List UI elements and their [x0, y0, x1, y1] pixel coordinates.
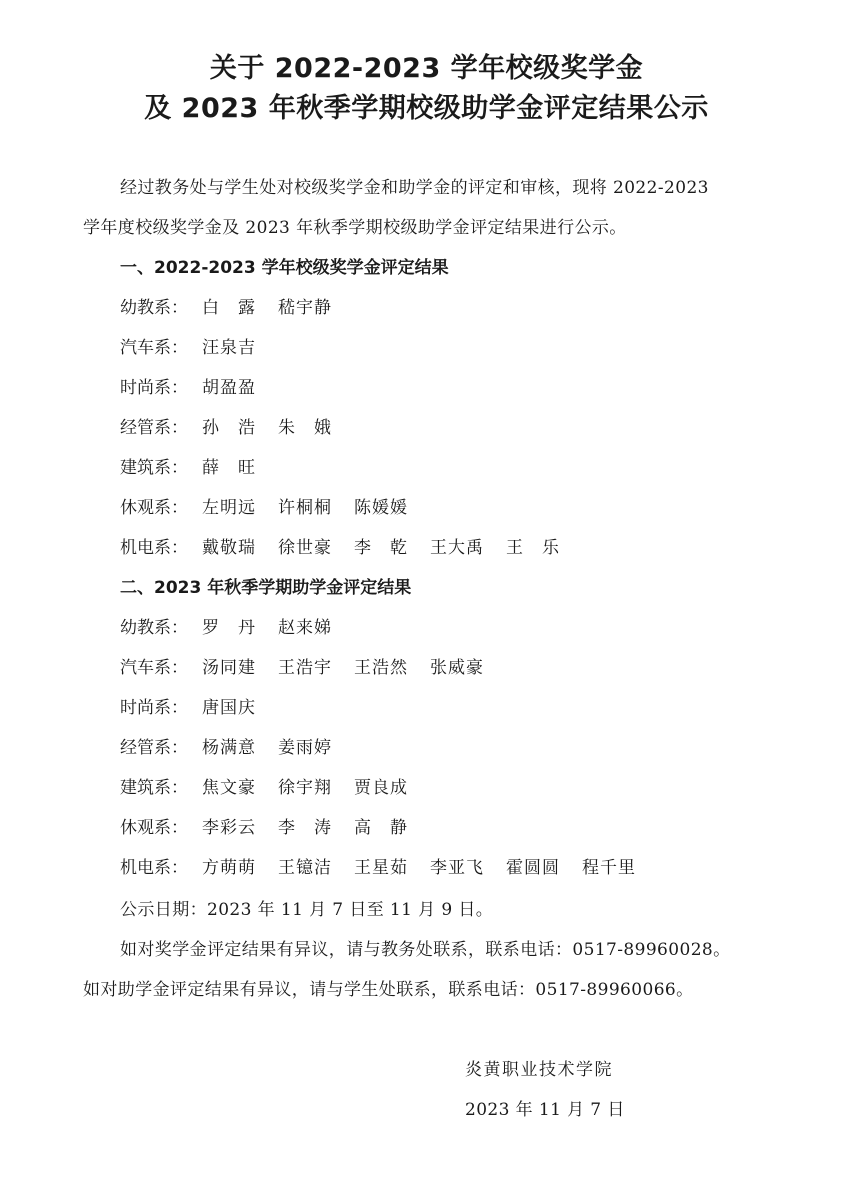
- scholarship-row: [120, 376, 278, 400]
- issue-date: 2023 年 11 月 7 日: [465, 1100, 625, 1120]
- name-list: [202, 416, 354, 440]
- scholarship-row: [120, 336, 278, 360]
- department-label: 汽车系：: [120, 338, 188, 358]
- name-list: [202, 656, 506, 680]
- name-list: [202, 376, 278, 400]
- department-label: 经管系：: [120, 418, 188, 438]
- grant-row: [120, 776, 430, 800]
- issuing-organization: 炎黄职业技术学院: [465, 1060, 613, 1080]
- name-list: [202, 296, 354, 320]
- grant-row: [120, 616, 354, 640]
- name-list: [202, 736, 354, 760]
- scholarship-section-heading: 一、2022-2023 学年校级奖学金评定结果: [120, 258, 449, 278]
- publicity-period-note: 公示日期：2023 年 11 月 7 日至 11 月 9 日。: [120, 900, 494, 920]
- department-label: 汽车系：: [120, 658, 188, 678]
- student-name: 陈媛媛: [354, 498, 408, 518]
- name-list: [202, 776, 430, 800]
- grant-section-heading: 二、2023 年秋季学期助学金评定结果: [120, 578, 412, 598]
- student-name: 胡盈盈: [202, 378, 256, 398]
- scholarship-row: [120, 296, 354, 320]
- student-name: 唐国庆: [202, 698, 256, 718]
- student-name: 王镱洁: [278, 858, 332, 878]
- student-name: 汪泉吉: [202, 338, 256, 358]
- intro-paragraph-line-1: 经过教务处与学生处对校级奖学金和助学金的评定和审核，现将 2022-2023: [120, 178, 709, 198]
- student-name: 贾良成: [354, 778, 408, 798]
- grant-row: [120, 656, 506, 680]
- department-label: 幼教系：: [120, 298, 188, 318]
- department-label: 建筑系：: [120, 778, 188, 798]
- student-name: 徐宇翔: [278, 778, 332, 798]
- department-label: 经管系：: [120, 738, 188, 758]
- scholarship-row: [120, 456, 278, 480]
- grant-contact-note: 如对助学金评定结果有异议，请与学生处联系，联系电话：0517-89960066。: [83, 980, 694, 1000]
- scholarship-row: [120, 496, 430, 520]
- student-name: 姜雨婷: [278, 738, 332, 758]
- student-name: 李 涛: [278, 818, 332, 838]
- student-name: 王 乐: [506, 538, 560, 558]
- name-list: [202, 616, 354, 640]
- department-label: 时尚系：: [120, 378, 188, 398]
- grant-row: [120, 696, 278, 720]
- student-name: 徐世豪: [278, 538, 332, 558]
- student-name: 李 乾: [354, 538, 408, 558]
- grant-row: [120, 736, 354, 760]
- student-name: 焦文豪: [202, 778, 256, 798]
- student-name: 左明远: [202, 498, 256, 518]
- student-name: 霍圆圆: [506, 858, 560, 878]
- name-list: [202, 696, 278, 720]
- student-name: 程千里: [582, 858, 636, 878]
- department-label: 幼教系：: [120, 618, 188, 638]
- student-name: 朱 娥: [278, 418, 332, 438]
- student-name: 许桐桐: [278, 498, 332, 518]
- name-list: [202, 856, 658, 880]
- scholarship-row: [120, 536, 582, 560]
- department-label: 机电系：: [120, 858, 188, 878]
- student-name: 王星茹: [354, 858, 408, 878]
- student-name: 李亚飞: [430, 858, 484, 878]
- student-name: 方萌萌: [202, 858, 256, 878]
- scholarship-contact-note: 如对奖学金评定结果有异议，请与教务处联系，联系电话：0517-89960028。: [120, 940, 731, 960]
- name-list: [202, 336, 278, 360]
- student-name: 嵇宇静: [278, 298, 332, 318]
- scholarship-row: [120, 416, 354, 440]
- department-label: 休观系：: [120, 818, 188, 838]
- student-name: 戴敬瑞: [202, 538, 256, 558]
- student-name: 李彩云: [202, 818, 256, 838]
- name-list: [202, 536, 582, 560]
- student-name: 王浩宇: [278, 658, 332, 678]
- student-name: 高 静: [354, 818, 408, 838]
- name-list: [202, 816, 430, 840]
- intro-paragraph-line-2: 学年度校级奖学金及 2023 年秋季学期校级助学金评定结果进行公示。: [83, 218, 627, 238]
- department-label: 机电系：: [120, 538, 188, 558]
- student-name: 薛 旺: [202, 458, 256, 478]
- student-name: 赵来娣: [278, 618, 332, 638]
- department-label: 建筑系：: [120, 458, 188, 478]
- name-list: [202, 456, 278, 480]
- document-title-line-1: 关于 2022-2023 学年校级奖学金: [209, 53, 644, 84]
- student-name: 白 露: [202, 298, 256, 318]
- student-name: 杨满意: [202, 738, 256, 758]
- name-list: [202, 496, 430, 520]
- student-name: 张威豪: [430, 658, 484, 678]
- grant-row: [120, 856, 658, 880]
- student-name: 罗 丹: [202, 618, 256, 638]
- student-name: 王大禹: [430, 538, 484, 558]
- department-label: 休观系：: [120, 498, 188, 518]
- grant-row: [120, 816, 430, 840]
- department-label: 时尚系：: [120, 698, 188, 718]
- student-name: 孙 浩: [202, 418, 256, 438]
- document-title-line-2: 及 2023 年秋季学期校级助学金评定结果公示: [144, 93, 709, 124]
- student-name: 王浩然: [354, 658, 408, 678]
- student-name: 汤同建: [202, 658, 256, 678]
